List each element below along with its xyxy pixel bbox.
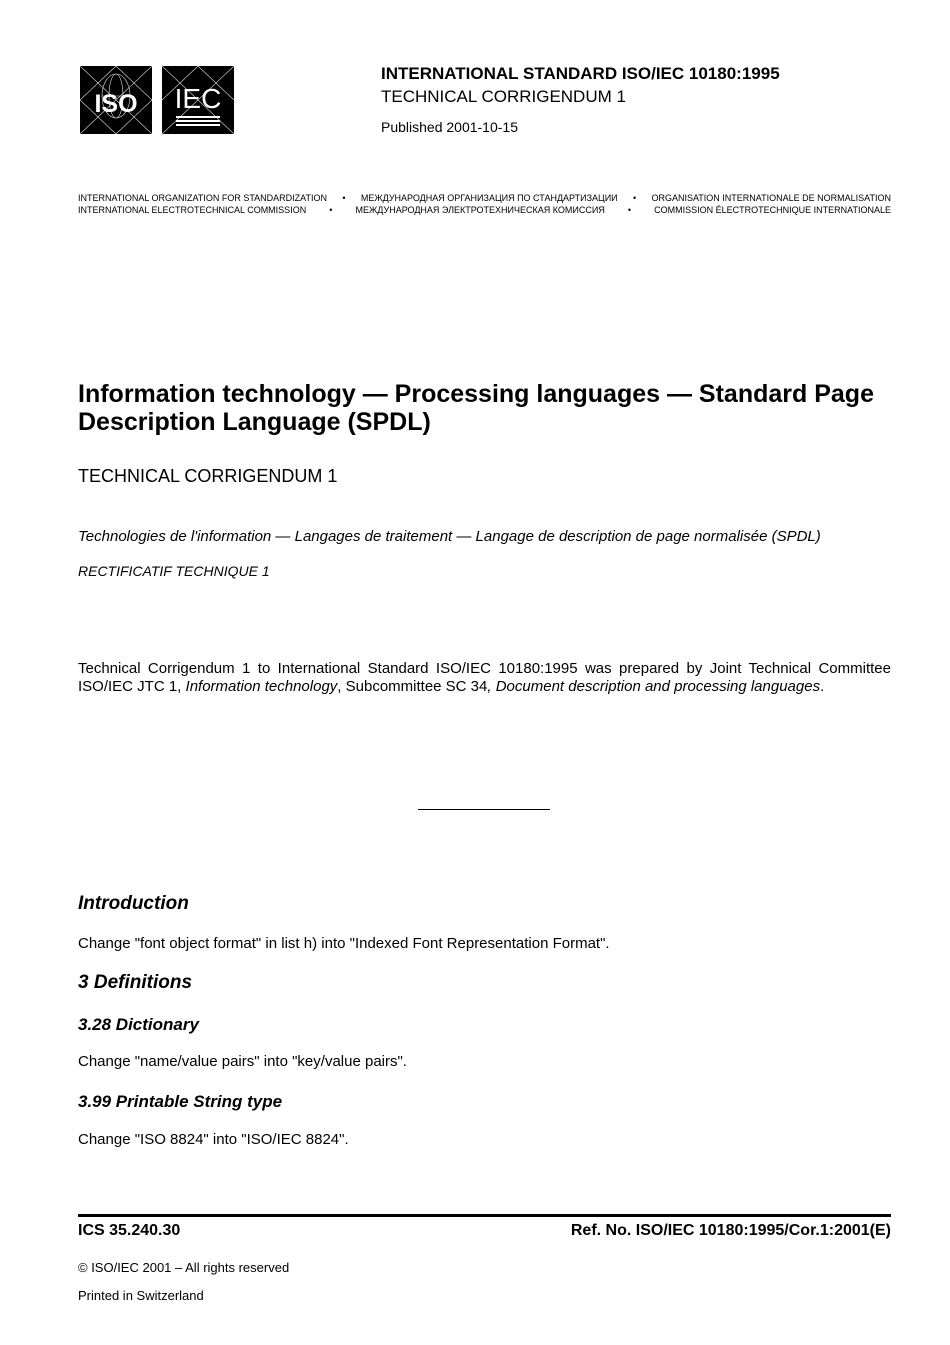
separator-dot: • <box>627 205 632 215</box>
definitions-heading: 3 Definitions <box>78 972 193 993</box>
corrigendum-label: TECHNICAL CORRIGENDUM 1 <box>78 466 338 486</box>
introduction-heading: Introduction <box>78 893 189 914</box>
separator-dot: • <box>632 193 637 203</box>
footer-rule <box>78 1214 891 1217</box>
printed-location: Printed in Switzerland <box>78 1288 204 1303</box>
org-line-1 <box>78 193 891 203</box>
french-subtitle: RECTIFICATIF TECHNIQUE 1 <box>78 563 270 579</box>
standard-subtitle: TECHNICAL CORRIGENDUM 1 <box>381 87 626 106</box>
dictionary-text: Change "name/value pairs" into "key/value pairs". <box>78 1053 407 1070</box>
org-line-2-en: INTERNATIONAL ELECTROTECHNICAL COMMISSION <box>78 205 307 215</box>
foreword-italic-2: , Document description and processing languages <box>487 678 821 695</box>
iso-logo <box>80 66 152 134</box>
iec-logo-text: IEC <box>174 83 222 114</box>
iso-logo-text: ISO <box>94 90 138 118</box>
separator-dot: • <box>329 205 333 215</box>
ics-code: ICS 35.240.30 <box>78 1222 181 1239</box>
dictionary-heading: 3.28 Dictionary <box>78 1015 199 1034</box>
standard-title: INTERNATIONAL STANDARD ISO/IEC 10180:1995 <box>381 64 780 83</box>
separator-dot: • <box>342 193 346 203</box>
introduction-text: Change "font object format" in list h) into "Indexed Font Representation Format". <box>78 935 610 952</box>
foreword-text-2: , Subcommittee SC 34 <box>337 678 488 695</box>
copyright-notice: © ISO/IEC 2001 – All rights reserved <box>78 1260 290 1275</box>
foreword-paragraph <box>78 660 891 696</box>
document-title <box>78 380 908 436</box>
reference-number: Ref. No. ISO/IEC 10180:1995/Cor.1:2001(E) <box>570 1222 891 1239</box>
foreword-text-3: . <box>820 678 825 695</box>
org-line-1-fr: ORGANISATION INTERNATIONALE DE NORMALISATION <box>651 193 891 203</box>
org-line-1-en: INTERNATIONAL ORGANIZATION FOR STANDARDIZATION <box>78 193 328 203</box>
iec-logo <box>162 66 234 134</box>
printable-string-heading: 3.99 Printable String type <box>78 1092 283 1111</box>
document-title-line-1: Information technology — Processing languages — Standard Page <box>78 380 874 408</box>
foreword-text-1: Technical Corrigendum 1 to International Standard ISO/IEC 10180:1995 was prepared by Joint Technical Committee ISO/IEC JTC 1, <box>78 660 891 695</box>
document-title-line-2: Description Language (SPDL) <box>78 408 431 436</box>
org-line-2-fr: COMMISSION ÉLECTROTECHNIQUE INTERNATIONALE <box>654 205 891 215</box>
french-title: Technologies de l'information — Langages de traitement — Langage de description de page normalisée (SPDL) <box>78 528 821 545</box>
published-date: Published 2001-10-15 <box>381 119 518 135</box>
printable-string-text: Change "ISO 8824" into "ISO/IEC 8824". <box>78 1131 349 1148</box>
org-line-2-ru: МЕЖДУНАРОДНАЯ ЭЛЕКТРОТЕХНИЧЕСКАЯ КОМИССИЯ <box>355 205 605 215</box>
org-line-1-ru: МЕЖДУНАРОДНАЯ ОРГАНИЗАЦИЯ ПО СТАНДАРТИЗАЦИИ <box>360 193 618 203</box>
foreword-italic-1: Information technology <box>185 678 338 695</box>
section-divider <box>418 809 550 810</box>
org-line-2 <box>78 205 891 215</box>
